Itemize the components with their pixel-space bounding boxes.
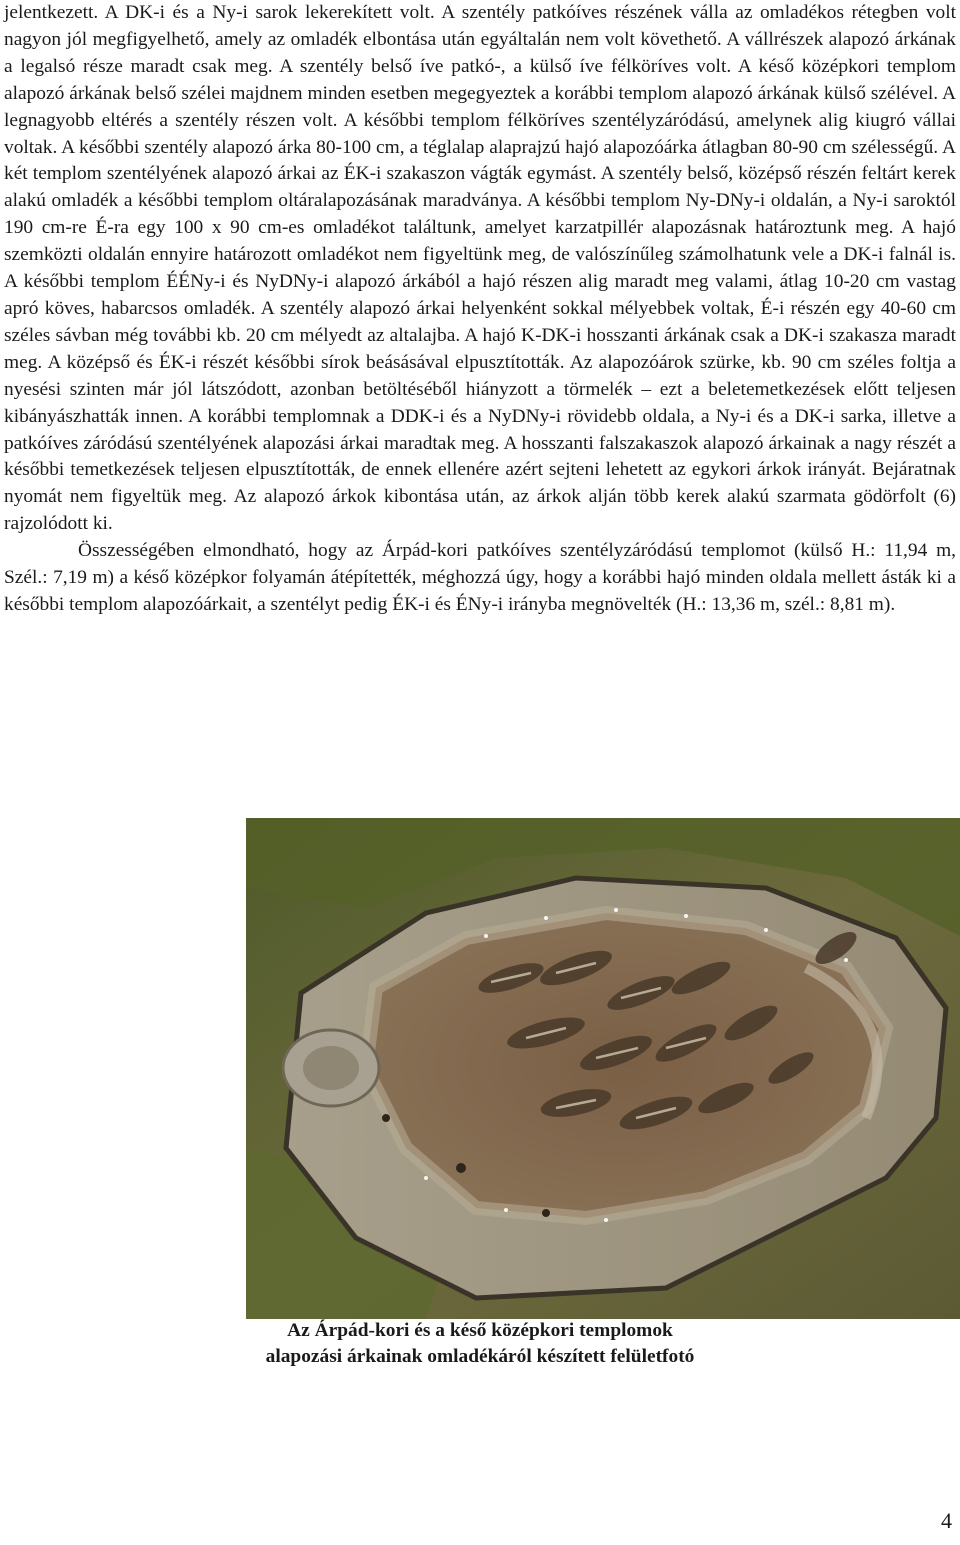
page-number: 4 [941,1508,952,1533]
excavation-aerial-photo [246,818,960,1319]
document-page [4,0,956,619]
figure-caption-line-1: Az Árpád-kori és a késő középkori templomok [287,1320,673,1341]
figure-caption [0,1318,960,1370]
body-paragraph-2: Összességében elmondható, hogy az Árpád-kori patkóíves szentélyzáródású templomot (külső H.: 11,94 m, Szél.: 7,19 m) a késő középkor folyamán átépítették, méghozzá úgy, hogy a korábbi hajó minden oldala mellett ásták ki a későbbi templom alapozóárkait, a szentélyt pedig ÉK-i és ÉNy-i irányba megnövelték (H.: 13,36 m, szél.: 8,81 m). [4,540,956,615]
figure-caption-line-2: alapozási árkainak omladékáról készített felületfotó [265,1346,695,1367]
body-paragraph-1: jelentkezett. A DK-i és a Ny-i sarok lekerekített volt. A szentély patkóíves részének válla az omladékos rétegben volt nagyon jól megfigyelhető, amely az omladék elbontása után egyáltalán nem volt követhető. A vállrészek alapozó árkának a legalsó része maradt csak meg. A szentély belső íve patkó-, a külső íve félköríves volt. A késő középkori templom alapozó árkának belső szélei majdnem minden esetben megegyeztek a korábbi templom alapozó árkának külső szélével. A legnagyobb eltérés a szentély részen volt. A későbbi templom félköríves szentélyzáródású, amelynek alig kiugró vállai voltak. A későbbi szentély alapozó árka 80-100 cm, a téglalap alaprajzú hajó alapozóárka átlagban 80-90 cm szélességű. A két templom szentélyének alapozó árkai az ÉK-i szakaszon vágták egymást. A szentély belső, középső részén feltárt kerek alakú omladék a későbbi templom oltáralapozásának maradványa. A későbbi templom Ny-DNy-i oldalán, a Ny-i saroktól 190 cm-re É-ra egy 100 x 90 cm-es omladékot találtunk, amelyet karzatpillér alapozásnak határoztunk meg. A hajó szemközti oldalán ennyire határozott omladékot nem figyeltünk meg, de valószínűleg számolhatunk vele a DK-i falnál is. A későbbi templom ÉÉNy-i és NyDNy-i alapozó árkából a hajó részen alig maradt meg valami, átlag 10-20 cm vastag apró köves, habarcsos omladék. A szentély alapozó árkai helyenként sokkal mélyebbek voltak, É-i részén egy 40-60 cm széles sávban még további kb. 20 cm mélyedt az altalajba. A hajó K-DK-i hosszanti árkának csak a DK-i szakasza maradt meg. A középső és ÉK-i részét későbbi sírok beásásával elpusztították. Az alapozóárok szürke, kb. 90 cm széles foltja a nyesési szinten már jól látszódott, azonban betöltéséből hiányzott a törmelék – ezt a beletemetkezések előtt teljesen kibányászhatták innen. A korábbi templomnak a DDK-i és a NyDNy-i rövidebb oldala, a Ny-i és a DK-i sarka, illetve a patkóíves záródású szentélyének alapozási árkai maradtak meg. A hosszanti falszakaszok alapozó árkainak a nagy részét a későbbi temetkezések teljesen elpusztították, de ennek ellenére azért sejteni lehetett az egykori árkok irányát. Bejáratnak nyomát nem figyeltük meg. Az alapozó árkok kibontása után, az árkok alján több kerek alakú szarmata gödörfolt (6) rajzolódott ki. [4,2,956,535]
